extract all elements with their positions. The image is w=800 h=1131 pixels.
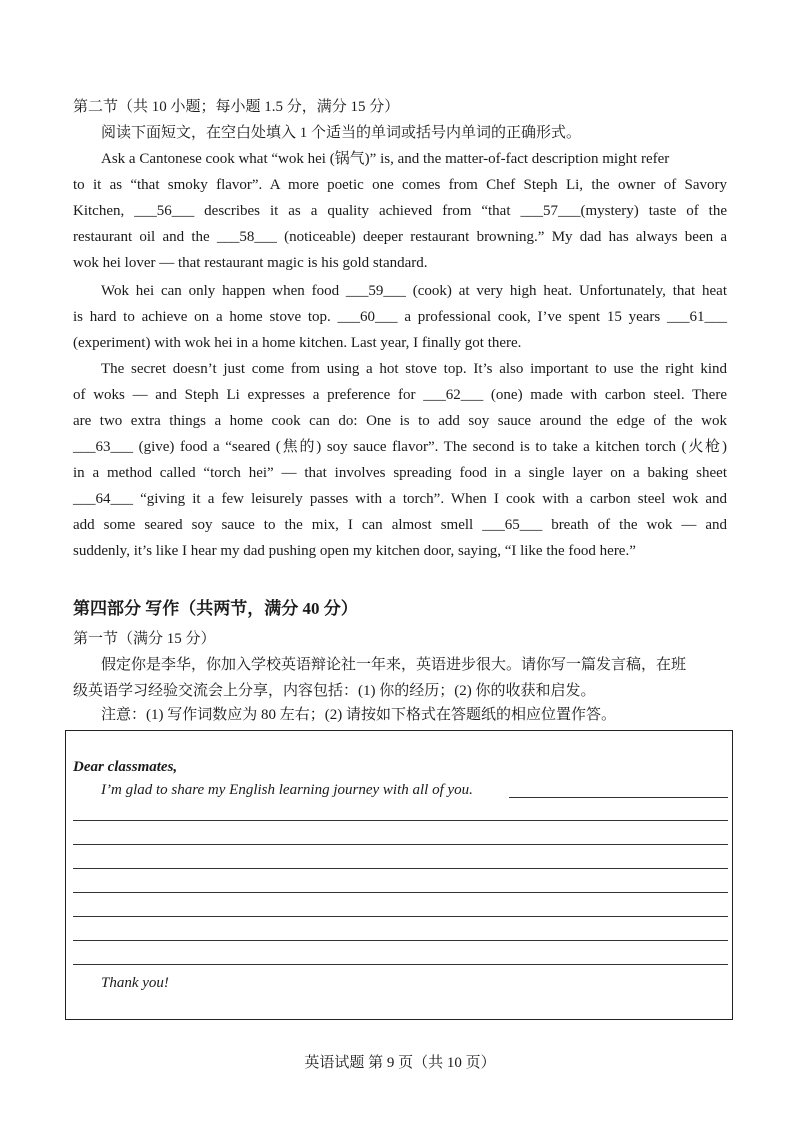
passage-line: are two extra things a home cook can do: One is to add soy sauce around the edge of the wok <box>73 413 727 429</box>
passage-line: to it as “that smoky flavor”. A more poetic one comes from Chef Steph Li, the owner of Savory <box>73 177 727 193</box>
part4-note: 注意：(1) 写作词数应为 80 左右；(2) 请按如下格式在答题纸的相应位置作答。 <box>101 707 616 723</box>
writing-line <box>73 892 728 893</box>
passage-line: Kitchen, ___56___ describes it as a quality achieved from “that ___57___(mystery) taste of the <box>73 203 727 219</box>
passage-line: Wok hei can only happen when food ___59___ (cook) at very high heat. Unfortunately, that heat <box>101 283 727 299</box>
passage-line: The secret doesn’t just come from using a hot stove top. It’s also important to use the right kind <box>101 361 727 377</box>
passage-line: suddenly, it’s like I hear my dad pushing open my kitchen door, saying, “I like the food here.” <box>73 543 636 559</box>
passage-line: ___64___ “giving it a few leisurely passes with a torch”. When I cook with a carbon steel wok and <box>73 491 727 507</box>
salutation: Dear classmates, <box>73 759 178 775</box>
section2-heading: 第二节（共 10 小题；每小题 1.5 分，满分 15 分） <box>73 99 400 115</box>
passage-line: in a method called “torch hei” — that involves spreading food in a single layer on a baking sheet <box>73 465 727 481</box>
part4-heading: 第四部分 写作（共两节，满分 40 分） <box>73 599 358 618</box>
part4-sub-heading: 第一节（满分 15 分） <box>73 631 216 647</box>
passage-line: restaurant oil and the ___58___ (noticeable) deeper restaurant browning.” My dad has always been a <box>73 229 727 245</box>
passage-line: is hard to achieve on a home stove top. ___60___ a professional cook, I’ve spent 15 years ___61___ <box>73 309 727 325</box>
writing-line <box>73 820 728 821</box>
writing-line <box>73 940 728 941</box>
writing-line <box>509 797 728 798</box>
writing-line <box>73 844 728 845</box>
page-footer: 英语试题 第 9 页（共 10 页） <box>304 1055 496 1071</box>
writing-line <box>73 868 728 869</box>
writing-line <box>73 964 728 965</box>
passage-line: Ask a Cantonese cook what “wok hei (锅气)” is, and the matter-of-fact description might refer <box>101 151 670 167</box>
passage-line: ___63___ (give) food a “seared (焦的) soy sauce flavor”. The second is to take a kitchen torch (火枪) <box>73 439 727 455</box>
opening-sentence: I’m glad to share my English learning journey with all of you. <box>101 782 473 798</box>
closing: Thank you! <box>101 975 169 991</box>
passage-line: add some seared soy sauce to the mix, I can almost smell ___65___ breath of the wok — and <box>73 517 727 533</box>
part4-prompt-line: 假定你是李华，你加入学校英语辩论社一年来，英语进步很大。请你写一篇发言稿，在班 <box>101 657 687 673</box>
passage-line: wok hei lover — that restaurant magic is his gold standard. <box>73 255 428 271</box>
passage-line: (experiment) with wok hei in a home kitchen. Last year, I finally got there. <box>73 335 522 351</box>
part4-prompt-line: 级英语学习经验交流会上分享，内容包括：(1) 你的经历；(2) 你的收获和启发。 <box>73 683 596 699</box>
writing-line <box>73 916 728 917</box>
section2-instruction: 阅读下面短文，在空白处填入 1 个适当的单词或括号内单词的正确形式。 <box>101 125 582 141</box>
passage-line: of woks — and Steph Li expresses a preference for ___62___ (one) made with carbon steel. There <box>73 387 727 403</box>
